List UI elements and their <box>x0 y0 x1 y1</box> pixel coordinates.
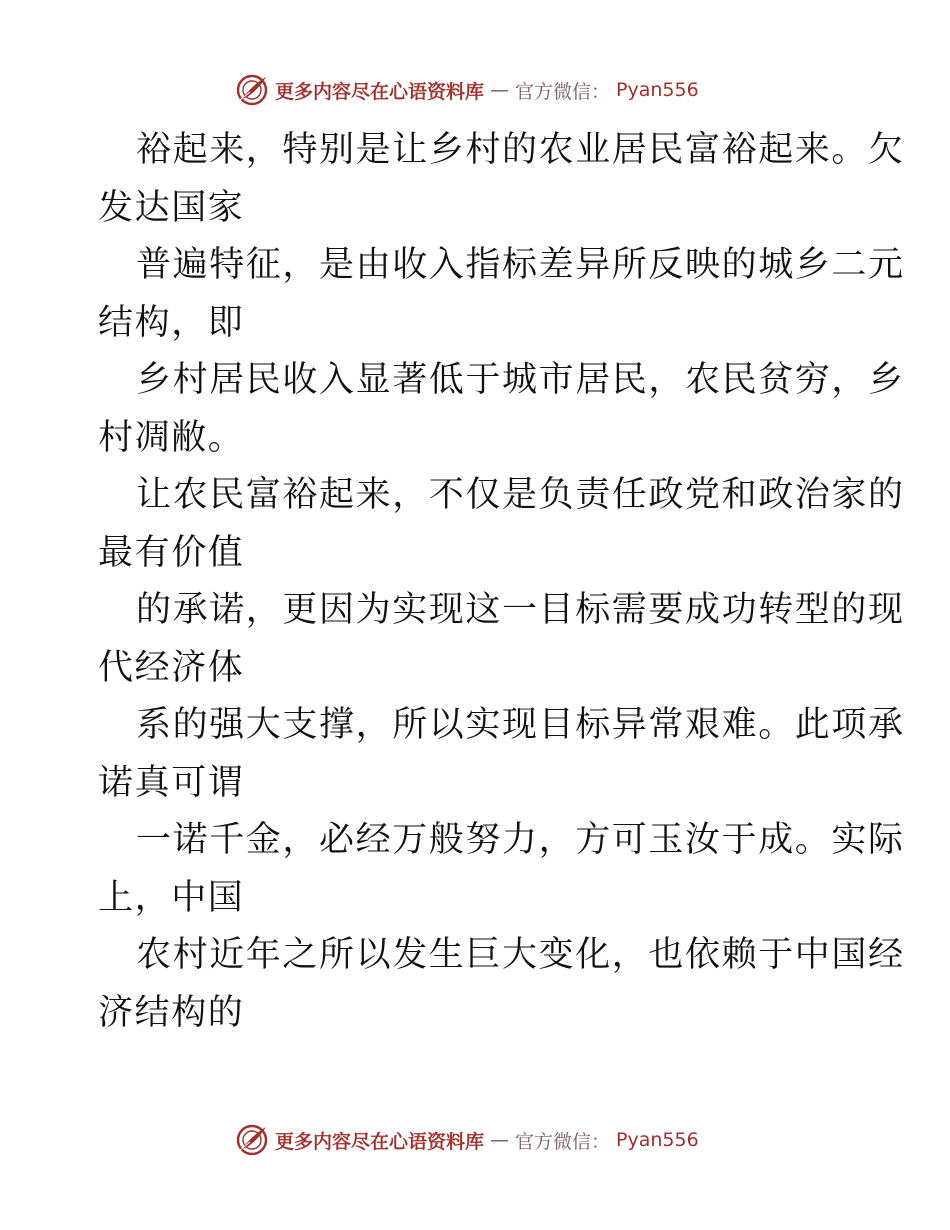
text-line: 裕起来，特别是让乡村的农业居民富裕起来。欠 <box>136 130 905 170</box>
footer-brand-text: 更多内容尽在心语资料库 <box>275 1130 485 1153</box>
footer-contact-id: Pyan556 <box>616 1129 699 1151</box>
feather-pen-logo-icon <box>235 73 269 107</box>
header-brand-text: 更多内容尽在心语资料库 <box>275 80 485 103</box>
header-banner <box>235 72 699 108</box>
text-line: 的承诺，更因为实现这一目标需要成功转型的现 <box>136 590 905 630</box>
text-line: 一诺千金，必经万般努力，方可玉汝于成。实际 <box>136 820 905 860</box>
footer-banner <box>235 1122 699 1158</box>
text-line: 普遍特征，是由收入指标差异所反映的城乡二元 <box>136 245 905 285</box>
header-contact-label: 官方微信： <box>515 80 611 103</box>
text-line: 农村近年之所以发生巨大变化，也依赖于中国经 <box>136 935 905 975</box>
text-line: 结构，即 <box>98 302 245 343</box>
footer-dash: — <box>490 1129 510 1151</box>
text-line: 最有价值 <box>98 532 245 573</box>
feather-pen-logo-icon <box>235 1123 269 1157</box>
text-line: 村凋敝。 <box>98 417 245 458</box>
text-line: 系的强大支撑，所以实现目标异常艰难。此项承 <box>136 705 905 745</box>
header-dash: — <box>490 79 510 101</box>
text-line: 上，中国 <box>98 877 245 918</box>
text-line: 济结构的 <box>98 992 245 1033</box>
header-contact-id: Pyan556 <box>616 79 699 101</box>
text-line: 代经济体 <box>98 647 245 688</box>
text-line: 乡村居民收入显著低于城市居民，农民贫穷，乡 <box>136 360 905 400</box>
text-line: 诺真可谓 <box>98 762 245 803</box>
body-text <box>98 122 905 1042</box>
text-line: 发达国家 <box>98 187 245 228</box>
text-line: 让农民富裕起来，不仅是负责任政党和政治家的 <box>136 475 905 515</box>
footer-contact-label: 官方微信： <box>515 1130 611 1153</box>
